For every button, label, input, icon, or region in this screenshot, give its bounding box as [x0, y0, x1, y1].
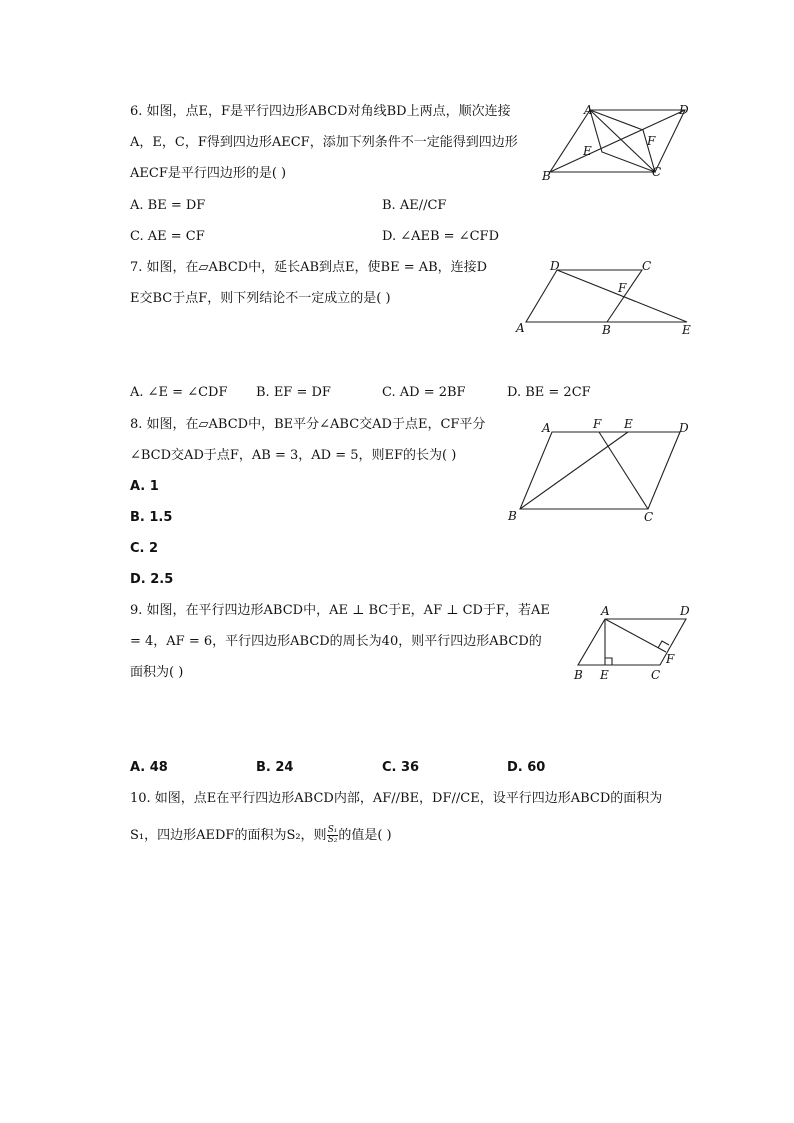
q8-option-a[interactable]: A. 1 [130, 479, 159, 494]
q9-label-c: C [651, 668, 661, 682]
q7-label-a: A [516, 321, 525, 335]
q10-text-line2 [130, 826, 392, 845]
q7-text-line1: 7. 如图，在▱ABCD中，延长AB到点E，使BE = AB，连接D [130, 260, 488, 275]
q7-line-de [557, 270, 687, 322]
q8-option-d[interactable]: D. 2.5 [130, 572, 174, 587]
q9-label-b: B [574, 668, 583, 682]
q9-label-f: F [666, 652, 675, 666]
q9-label-a: A [601, 604, 610, 618]
q7-option-c[interactable]: C. AD = 2BF [382, 385, 466, 400]
q8-figure [502, 414, 702, 526]
q6-label-e: E [583, 144, 592, 158]
q8-text-line1: 8. 如图，在▱ABCD中，BE平分∠ABC交AD于点E，CF平分 [130, 417, 486, 432]
q9-altitude-af [605, 619, 666, 652]
q6-text-line1: 6. 如图，点E，F是平行四边形ABCD对角线BD上两点，顺次连接 [130, 104, 511, 119]
q6-label-a: A [584, 103, 593, 117]
q7-option-b[interactable]: B. EF = DF [256, 385, 331, 400]
q8-label-a: A [542, 421, 551, 435]
q7-label-d: D [550, 259, 560, 273]
q7-option-d[interactable]: D. BE = 2CF [507, 385, 591, 400]
q9-figure [570, 602, 700, 682]
q8-parallelogram [520, 432, 680, 509]
q6-diagonal-ac [590, 110, 655, 172]
q10-frac-denominator: S₂ [327, 835, 338, 845]
q8-option-c[interactable]: C. 2 [130, 541, 159, 556]
q10-text-line1: 10. 如图，点E在平行四边形ABCD内部，AF//BE，DF//CE，设平行四边形ABCD的面积为 [130, 791, 663, 806]
q9-label-e: E [600, 668, 609, 682]
q7-label-e: E [682, 323, 691, 337]
q6-label-c: C [652, 165, 662, 179]
q6-option-a[interactable]: A. BE = DF [130, 198, 206, 213]
q8-bisector-cf [599, 432, 648, 509]
q7-figure [512, 258, 697, 338]
q10-text-part1: S₁，四边形AEDF的面积为S₂，则 [130, 828, 327, 843]
q7-text-line2: E交BC于点F，则下列结论不一定成立的是( ) [130, 291, 391, 306]
q6-label-b: B [542, 169, 551, 183]
q8-option-b[interactable]: B. 1.5 [130, 510, 173, 525]
q8-text-line2: ∠BCD交AD于点F，AB = 3，AD = 5，则EF的长为( ) [130, 448, 457, 463]
q9-text-line1: 9. 如图，在平行四边形ABCD中，AE ⊥ BC于E，AF ⊥ CD于F，若AE [130, 603, 550, 618]
q7-label-b: B [602, 323, 611, 337]
q9-text-line2: = 4，AF = 6，平行四边形ABCD的周长为40，则平行四边形ABCD的 [130, 634, 542, 649]
q7-parallelogram [526, 270, 642, 322]
q8-label-e: E [624, 417, 633, 431]
q7-label-f: F [618, 281, 627, 295]
q7-label-c: C [642, 259, 652, 273]
q9-right-angle-f [658, 641, 669, 648]
q9-option-d[interactable]: D. 60 [507, 760, 546, 775]
q8-label-f: F [593, 417, 602, 431]
q6-text-line2: A，E，C，F得到四边形AECF，添加下列条件不一定能得到四边形 [130, 135, 518, 150]
q8-label-b: B [508, 509, 517, 523]
q6-text-line3: AECF是平行四边形的是( ) [130, 166, 287, 181]
q10-frac-numerator: S₁ [327, 825, 338, 835]
q7-option-a[interactable]: A. ∠E = ∠CDF [130, 385, 228, 400]
q9-option-a[interactable]: A. 48 [130, 760, 168, 775]
q9-right-angle-e [605, 658, 612, 665]
q9-text-line3: 面积为( ) [130, 665, 184, 680]
q8-label-c: C [644, 510, 654, 524]
q6-label-d: D [679, 103, 689, 117]
q6-label-f: F [647, 134, 656, 148]
q9-option-c[interactable]: C. 36 [382, 760, 420, 775]
q9-option-b[interactable]: B. 24 [256, 760, 294, 775]
q10-fraction [327, 826, 339, 845]
q6-option-c[interactable]: C. AE = CF [130, 229, 205, 244]
q6-option-d[interactable]: D. ∠AEB = ∠CFD [382, 229, 499, 244]
q8-label-d: D [679, 421, 689, 435]
q6-figure [540, 100, 700, 185]
q10-text-part2: 的值是( ) [338, 828, 392, 843]
q9-label-d: D [680, 604, 690, 618]
q6-option-b[interactable]: B. AE//CF [382, 198, 447, 213]
